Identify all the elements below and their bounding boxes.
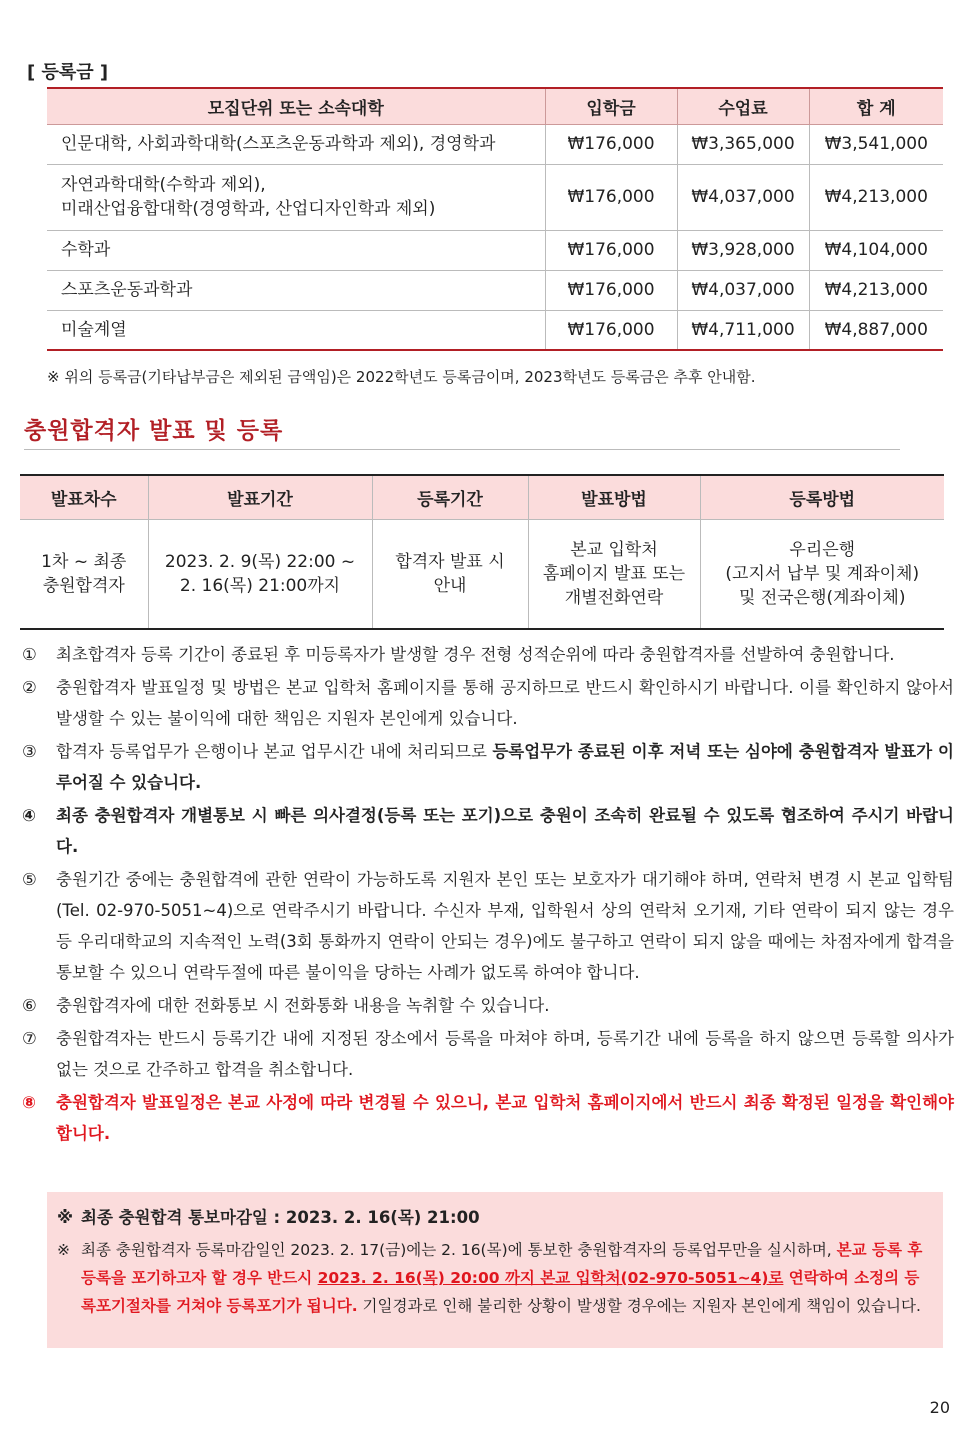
entrance-cell: ₩176,000 [545, 124, 677, 164]
reg-method-cell: 우리은행 (고지서 납부 및 계좌이체) 및 전국은행(계좌이체) [700, 519, 944, 629]
unit-cell: 인문대학, 사회과학대학(스포츠운동과학과 제외), 경영학과 [47, 124, 545, 164]
unit-cell: 미술계열 [47, 310, 545, 350]
item-number: ⑧ [22, 1093, 36, 1112]
table-header-row [47, 88, 943, 124]
table-row [20, 519, 944, 629]
col-header-period: 발표기간 [148, 475, 372, 519]
entrance-cell: ₩176,000 [545, 310, 677, 350]
total-cell: ₩3,541,000 [809, 124, 943, 164]
tuition-cell: ₩4,037,000 [677, 164, 809, 230]
notice-mark: ※ [57, 1241, 70, 1259]
item-text: 충원기간 중에는 충원합격에 관한 연락이 가능하도록 지원자 본인 또는 보호자가 대기해야 하며, 연락처 변경 시 본교 입학팀(Tel. 02-970-5051~4)으로 연락주시기 바랍니다. 수신자 부재, 입학원서 상의 연락처 오기재, 기타 연락이 되지 않는 경우 등 우리대학교의 지속적인 노력(3회 통화까지 연락이 안되는 경우)에도 불구하고 연락이 되지 않을 때에는 차점자에게 합격을 통보할 수 있으니 연락두절에 따른 불이익을 당하는 사례가 없도록 하여야 합니다. [56, 870, 954, 982]
entrance-cell: ₩176,000 [545, 164, 677, 230]
col-header-entrance: 입학금 [545, 88, 677, 124]
list-item [22, 864, 954, 988]
item-text: 충원합격자는 반드시 등록기간 내에 지정된 장소에서 등록을 마쳐야 하며, 등록기간 내에 등록을 하지 않으면 등록할 의사가 없는 것으로 간주하고 합격을 취소합니다. [56, 1029, 954, 1079]
total-cell: ₩4,104,000 [809, 230, 943, 270]
notice-text: 기일경과로 인해 불리한 상황이 발생할 경우에는 지원자 본인에게 책임이 있습니다. [357, 1297, 921, 1315]
item-text: 충원합격자에 대한 전화통보 시 전화통화 내용을 녹취할 수 있습니다. [56, 996, 550, 1015]
table-row [47, 230, 943, 270]
item-number: ③ [22, 742, 37, 761]
list-item [22, 800, 954, 862]
notice-red-text: 본교 등록 후 등록을 포기하고자 할 경우 반드시 [81, 1241, 923, 1287]
item-text: 최초합격자 등록 기간이 종료된 후 미등록자가 발생할 경우 전형 성적순위에 따라 충원합격자를 선발하여 충원합니다. [56, 645, 895, 664]
col-header-registration: 등록기간 [372, 475, 528, 519]
list-item [22, 639, 954, 670]
table-row [47, 310, 943, 350]
period-cell: 2023. 2. 9(목) 22:00 ~ 2. 16(목) 21:00까지 [148, 519, 372, 629]
table-row [47, 124, 943, 164]
list-item [22, 1087, 954, 1149]
page-number: 20 [929, 1398, 950, 1417]
notice-title-line [57, 1204, 933, 1232]
col-header-total: 합 계 [809, 88, 943, 124]
item-number: ② [22, 678, 37, 697]
item-number: ④ [22, 806, 36, 825]
fee-footnote: ※ 위의 등록금(기타납부금은 제외된 금액임)은 2022학년도 등록금이며, 2023학년도 등록금은 추후 안내함. [47, 368, 756, 386]
item-text: 합격자 등록업무가 은행이나 본교 업무시간 내에 처리되므로 [56, 742, 493, 761]
round-cell: 1차 ~ 최종 충원합격자 [20, 519, 148, 629]
col-header-reg-method: 등록방법 [700, 475, 944, 519]
item-text: 충원합격자 발표일정 및 방법은 본교 입학처 홈페이지를 통해 공지하므로 반드시 확인하시기 바랍니다. 이를 확인하지 않아서 발생할 수 있는 불이익에 대한 책임은 지원자 본인에게 있습니다. [56, 678, 954, 728]
item-number: ⑤ [22, 870, 37, 889]
list-item [22, 736, 954, 798]
announcement-table [20, 474, 944, 630]
tuition-cell: ₩4,037,000 [677, 270, 809, 310]
notice-deadline-text: 2023. 2. 16(목) 20:00 까지 본교 입학처(02-970-5051~4)로 [317, 1269, 784, 1287]
table-header-row [20, 475, 944, 519]
tuition-cell: ₩3,365,000 [677, 124, 809, 164]
notice-title: 최종 충원합격 통보마감일 : 2023. 2. 16(목) 21:00 [81, 1208, 480, 1227]
col-header-method: 발표방법 [528, 475, 700, 519]
notice-mark: ※ [57, 1208, 74, 1227]
entrance-cell: ₩176,000 [545, 230, 677, 270]
item-number: ① [22, 645, 37, 664]
col-header-round: 발표차수 [20, 475, 148, 519]
item-bold-text: 등록업무가 종료된 이후 저녁 또는 심야에 충원합격자 발표가 이루어질 수 있습니다. [56, 742, 954, 792]
notice-text: 최종 충원합격자 등록마감일인 2023. 2. 17(금)에는 2. 16(목)에 통보한 충원합격자의 등록업무만을 실시하며, [81, 1241, 837, 1259]
tuition-fee-table [47, 87, 943, 351]
notice-box [47, 1192, 943, 1348]
table-row [47, 164, 943, 230]
unit-cell: 수학과 [47, 230, 545, 270]
item-number: ⑥ [22, 996, 37, 1015]
col-header-unit: 모집단위 또는 소속대학 [47, 88, 545, 124]
notice-red-text: 연락하여 소정의 등록포기절차를 거쳐야 등록포기가 됩니다. [81, 1269, 920, 1315]
item-text: 충원합격자 발표일정은 본교 사정에 따라 변경될 수 있으니, 본교 입학처 홈페이지에서 반드시 최종 확정된 일정을 확인해야 합니다. [56, 1093, 954, 1143]
unit-cell: 자연과학대학(수학과 제외), 미래산업융합대학(경영학과, 산업디자인학과 제외) [47, 164, 545, 230]
method-cell: 본교 입학처 홈페이지 발표 또는 개별전화연락 [528, 519, 700, 629]
total-cell: ₩4,887,000 [809, 310, 943, 350]
notice-body [57, 1236, 933, 1320]
list-item [22, 990, 954, 1021]
registration-cell: 합격자 발표 시 안내 [372, 519, 528, 629]
unit-cell: 스포츠운동과학과 [47, 270, 545, 310]
total-cell: ₩4,213,000 [809, 270, 943, 310]
table-row [47, 270, 943, 310]
col-header-tuition: 수업료 [677, 88, 809, 124]
total-cell: ₩4,213,000 [809, 164, 943, 230]
list-item [22, 1023, 954, 1085]
fee-section-label: [ 등록금 ] [27, 62, 109, 83]
section-heading: 충원합격자 발표 및 등록 [24, 412, 900, 450]
tuition-cell: ₩4,711,000 [677, 310, 809, 350]
item-number: ⑦ [22, 1029, 37, 1048]
list-item [22, 672, 954, 734]
notes-list [22, 639, 954, 1151]
tuition-cell: ₩3,928,000 [677, 230, 809, 270]
entrance-cell: ₩176,000 [545, 270, 677, 310]
item-bold-text: 최종 충원합격자 개별통보 시 빠른 의사결정(등록 또는 포기)으로 충원이 조속히 완료될 수 있도록 협조하여 주시기 바랍니다. [56, 806, 954, 856]
